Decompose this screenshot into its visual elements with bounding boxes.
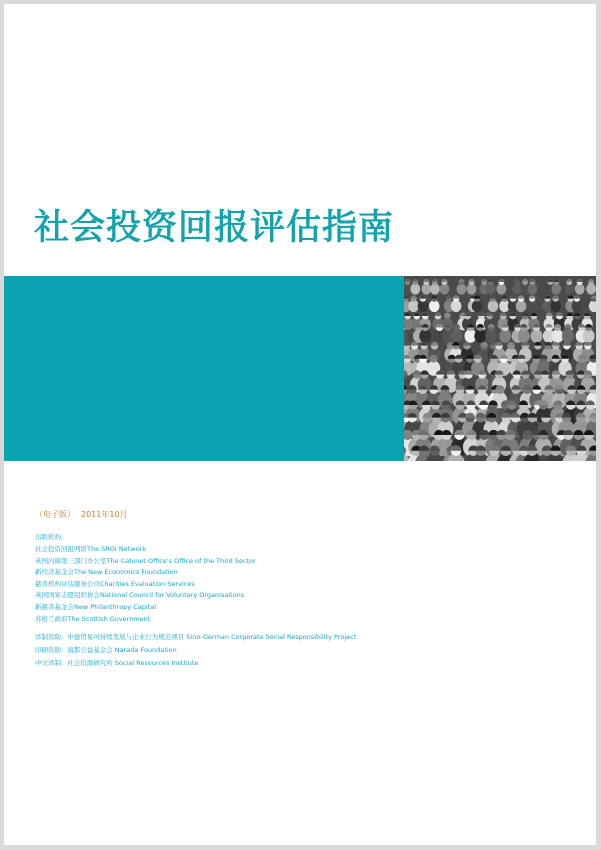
credit-label: 中文译制: — [35, 659, 64, 667]
publisher-item: 新经济基金会The New Economics Foundation — [35, 568, 178, 577]
credit-printing-sponsor — [35, 644, 356, 657]
credit-chinese-translation — [35, 657, 356, 670]
credit-value: 社会资源研究所 Social Resources Institute — [67, 659, 199, 667]
publisher-item: 新慈善基金会New Philanthropy Capital — [35, 602, 157, 611]
publisher-item: 英国内阁第三部门办公室The Cabinet Office's Office of the Third Sector — [35, 556, 256, 565]
credit-value: 南都公益基金会 Narada Foundation — [67, 646, 177, 654]
publishers-list — [35, 544, 256, 625]
crowd-photo — [404, 276, 596, 461]
edition-line — [35, 509, 128, 520]
publisher-item: 社会投资回报网络The SROI Network — [35, 545, 147, 553]
credit-value: 中德贸易可持续发展与企业行为规范项目 Sino-German Corporate Social Responsibility Project — [67, 633, 357, 641]
document-cover-page — [4, 4, 596, 845]
edition-date: 2011年10月 — [81, 510, 128, 519]
credit-label: 译制资助: — [35, 633, 64, 641]
credit-translation-sponsor — [35, 631, 356, 644]
edition-label: （电子版） — [35, 510, 75, 519]
publisher-item: 苏格兰政府The Scottish Government — [35, 614, 151, 623]
credits-block — [35, 631, 356, 670]
teal-banner — [4, 276, 404, 461]
document-title: 社会投资回报评估指南 — [34, 208, 395, 248]
publisher-item: 英国国家志愿组织协会National Council for Voluntary Organisations — [35, 591, 245, 600]
publisher-item: 慈善机构评估服务公司Charities Evaluation Services — [35, 579, 195, 588]
credit-label: 印刷资助: — [35, 646, 64, 654]
publishers-heading: 出版机构: — [35, 533, 64, 541]
